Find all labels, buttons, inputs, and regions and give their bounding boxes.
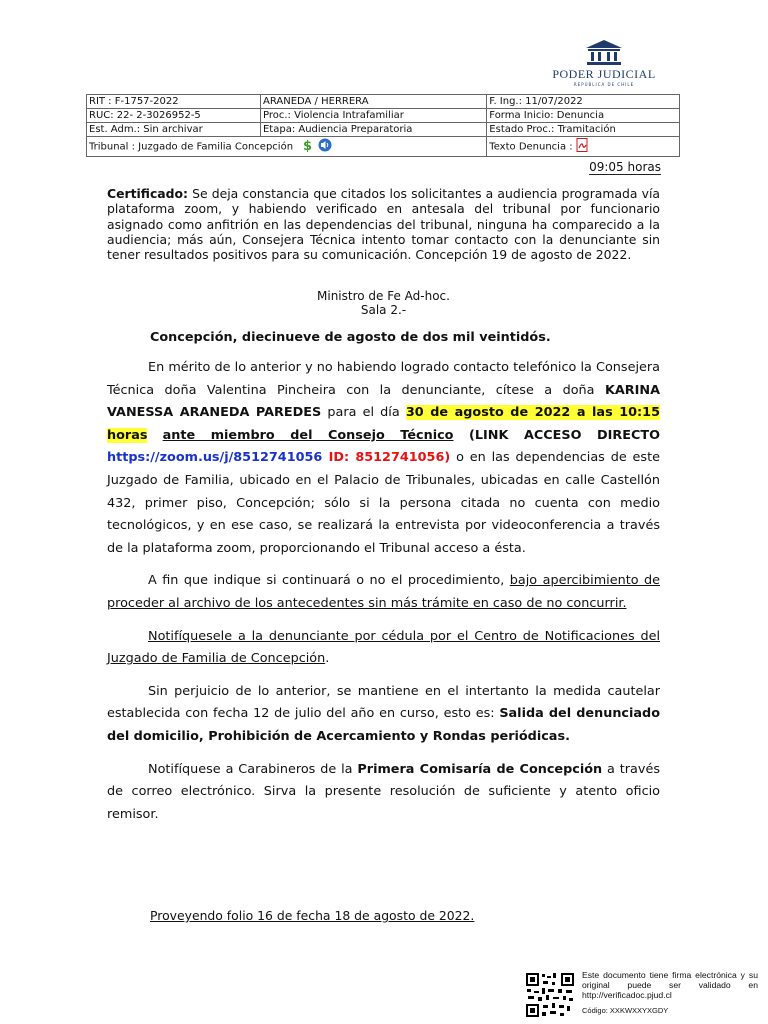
texto-denuncia-cell (487, 137, 680, 157)
zoom-id: ID: 8512741056) (322, 450, 451, 466)
tribunal-label: Tribunal : Juzgado de Familia Concepción (89, 141, 294, 153)
texto-denuncia-label: Texto Denuncia : (489, 141, 573, 153)
rit-cell: RIT : F-1757-2022 (87, 95, 261, 109)
resolution-body (107, 357, 660, 836)
comisaria-name: Primera Comisaría de Concepción (357, 761, 603, 777)
apercibimiento-text: bajo apercibimiento de proceder al archivo de los antecedentes sin más trámite en caso de no concurrir. (107, 573, 661, 611)
text-run: para el día (321, 405, 406, 421)
certificado-paragraph (107, 186, 660, 262)
text-run: Notifíquese a Carabineros de la (148, 761, 358, 777)
apercibimiento-paragraph (107, 570, 660, 615)
partes-cell: ARANEDA / HERRERA (260, 95, 486, 109)
text-run: a través de correo electrónico. Sirva la presente resolución de suficiente y atento oficio remisor. (107, 761, 661, 822)
notificacion-paragraph (107, 626, 660, 671)
citacion-date-highlight: 30 de agosto de 2022 a las 10:15 horas (107, 405, 660, 443)
link-label: (LINK ACCESO DIRECTO (453, 427, 660, 443)
proveyendo-line: Proveyendo folio 16 de fecha 18 de agosto de 2022. (150, 908, 475, 923)
codigo-verificacion: Código: XXKWXXYXGDY (582, 1006, 669, 1015)
ministro-de-fe (107, 289, 660, 317)
audio-icon[interactable] (317, 138, 333, 155)
ruc-cell: RUC: 22- 2-3026952-5 (87, 109, 261, 123)
text-run: En mérito de lo anterior y no habiendo logrado contacto telefónico la Consejera Técnica doña Valentina Pincheira con la denunciante, cítese a doña (107, 360, 660, 398)
citacion-paragraph (107, 357, 660, 560)
firma-electronica-text: Este documento tiene firma electrónica y su original puede ser validado en http://verificadoc.pjud.cl (582, 970, 758, 1000)
money-icon[interactable] (302, 138, 314, 155)
courthouse-icon (584, 38, 624, 66)
text-run (147, 428, 162, 443)
fecha-ingreso-cell: F. Ing.: 11/07/2022 (487, 95, 680, 109)
zoom-link[interactable]: https://zoom.us/j/8512741056 (107, 450, 323, 466)
logo-title: PODER JUDICIAL (552, 67, 656, 81)
carabineros-paragraph (107, 759, 660, 827)
ministro-line: Ministro de Fe Ad-hoc. (317, 289, 450, 303)
text-run: Sin perjuicio de lo anterior, se mantiene en el intertanto la medida cautelar establecida con fecha 12 de julio del año en curso, esto es: (107, 683, 660, 722)
procedimiento-cell: Proc.: Violencia Intrafamiliar (260, 109, 486, 123)
consejo-tecnico-text: ante miembro del Consejo Técnico (162, 427, 454, 443)
certificado-label: Certificado: (107, 186, 189, 201)
text-run: . (325, 651, 330, 667)
case-header-table (86, 94, 680, 157)
resolution-date: Concepción, diecinueve de agosto de dos mil veintidós. (150, 330, 551, 345)
estado-proc-cell: Estado Proc.: Tramitación (487, 123, 680, 137)
qr-code (525, 972, 575, 1018)
pdf-icon[interactable] (576, 138, 589, 155)
forma-inicio-cell: Forma Inicio: Denuncia (487, 109, 680, 123)
logo-subtitle: REPÚBLICA DE CHILE (573, 82, 635, 87)
text-run: o en las dependencias de este Juzgado de Familia, ubicado en el Palacio de Tribunales, ubicadas en calle Castellón 432, primer piso, Concepción; sólo si la persona citada no cuenta con medio tecnológicos, y en ese caso, se realizará la entrevista por videoconferencia a través de la plataforma zoom, proporcionando el Tribunal acceso a ésta. (107, 450, 660, 556)
medida-cautelar-text: Salida del denunciado del domicilio, Prohibición de Acercamiento y Rondas periódicas. (107, 706, 660, 744)
poder-judicial-logo (548, 38, 660, 87)
sala-line: Sala 2.- (360, 303, 407, 317)
hora-certificado: 09:05 horas (589, 160, 661, 174)
notificacion-text: Notifíquesele a la denunciante por cédula por el Centro de Notificaciones del Juzgado de Familia de Concepción (107, 628, 660, 667)
citada-name: KARINA VANESSA ARANEDA PAREDES (107, 382, 660, 421)
medida-cautelar-paragraph (107, 681, 660, 749)
tribunal-cell (87, 137, 487, 157)
certificado-text: Se deja constancia que citados los solicitantes a audiencia programada vía plataforma zoom, y habiendo verificado en antesala del tribunal por funcionario asignado como anfitrión en las dependencias del tribunal, ninguna ha comparecido a la audiencia; más aún, Consejera Técnica intento tomar contacto con la denunciante sin tener resultados positivos para su comunicación. Concepción 19 de agosto de 2022. (107, 186, 660, 263)
estado-adm-cell: Est. Adm.: Sin archivar (87, 123, 261, 137)
svg-text:$: $ (303, 139, 313, 152)
etapa-cell: Etapa: Audiencia Preparatoria (260, 123, 486, 137)
text-run: A fin que indique si continuará o no el procedimiento, (148, 573, 510, 589)
